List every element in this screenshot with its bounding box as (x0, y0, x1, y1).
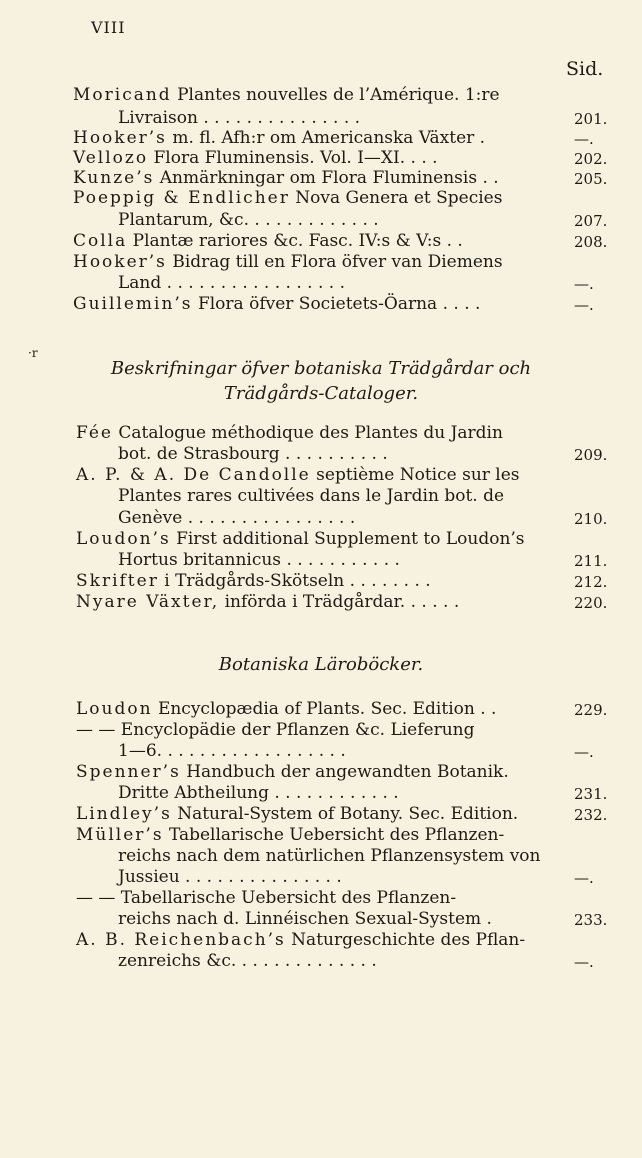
entry-page: —. (574, 296, 594, 314)
entry-line: Jussieu . . . . . . . . . . . . . . . (118, 867, 342, 887)
entry-line: Colla Plantæ rariores &c. Fasc. IV:s & V:s . . (73, 231, 463, 251)
entry-line: zenreichs &c. . . . . . . . . . . . . . (118, 951, 377, 971)
entry-line: Plantes rares cultivées dans le Jardin bot. de (118, 486, 505, 506)
margin-mark: ·r (28, 346, 38, 360)
entry-line: A. B. Reichenbach’s Naturgeschichte des Pflan- (76, 930, 526, 950)
entry-line: Fée Catalogue méthodique des Plantes du Jardin (76, 423, 503, 443)
entry-page: 211. (574, 552, 608, 570)
section-heading: Trädgårds-Cataloger. (223, 383, 419, 404)
page-number: VIII (91, 18, 126, 37)
entry-line: A. P. & A. De Candolle septième Notice sur les (76, 465, 520, 485)
entry-page: 201. (574, 110, 608, 128)
entry-line: Nyare Växter, införda i Trädgårdar. . . . . . (76, 592, 460, 612)
entry-line: Hooker’s m. fl. Afh:r om Americanska Växter . (73, 128, 486, 148)
entry-line: bot. de Strasbourg . . . . . . . . . . (118, 444, 388, 464)
entry-page: 231. (574, 785, 608, 803)
entry-page: 220. (574, 594, 608, 612)
entry-page: —. (574, 275, 594, 293)
entry-line: Vellozo Flora Fluminensis. Vol. I—XI. . . . (73, 148, 438, 168)
entry-line: Loudon Encyclopædia of Plants. Sec. Edition . . (76, 699, 497, 719)
entry-line: Kunze’s Anmärkningar om Flora Fluminensis . . (73, 168, 499, 188)
entry-page: —. (574, 130, 594, 148)
entry-line: — — Encyclopädie der Pflanzen &c. Lieferung (76, 720, 475, 740)
entry-line: Livraison . . . . . . . . . . . . . . . (118, 108, 361, 128)
entry-line: Hooker’s Bidrag till en Flora öfver van Diemens (73, 252, 503, 272)
section-heading: Botaniska Läroböcker. (218, 654, 424, 675)
entry-page: 207. (574, 212, 608, 230)
entry-page: 229. (574, 701, 608, 719)
entry-line: Poeppig & Endlicher Nova Genera et Species (73, 188, 503, 208)
entry-line: Müller’s Tabellarische Uebersicht des Pflanzen- (76, 825, 505, 845)
entry-line: reichs nach d. Linnéischen Sexual-System . (118, 909, 492, 929)
section-heading: Beskrifningar öfver botaniska Trädgårdar och (110, 358, 532, 379)
entry-line: Hortus britannicus . . . . . . . . . . . (118, 550, 400, 570)
entry-line: Spenner’s Handbuch der angewandten Botanik. (76, 762, 509, 782)
entry-line: Loudon’s First additional Supplement to Loudon’s (76, 529, 525, 549)
entry-line: Genève . . . . . . . . . . . . . . . . (118, 508, 356, 528)
entry-line: Guillemin’s Flora öfver Societets-Öarna . . . . (73, 294, 481, 314)
entry-page: 233. (574, 911, 608, 929)
entry-page: —. (574, 869, 594, 887)
entry-line: Skrifter i Trädgårds-Skötseln . . . . . . . . (76, 571, 431, 591)
entry-page: 205. (574, 170, 608, 188)
entry-page: 210. (574, 510, 608, 528)
entry-line: 1—6. . . . . . . . . . . . . . . . . . (118, 741, 346, 761)
entry-page: 202. (574, 150, 608, 168)
column-header: Sid. (566, 58, 604, 80)
entry-page: 209. (574, 446, 608, 464)
entry-line: Lindley’s Natural-System of Botany. Sec. Edition. (76, 804, 519, 824)
entry-line: — — Tabellarische Uebersicht des Pflanzen- (76, 888, 457, 908)
entry-line: Dritte Abtheilung . . . . . . . . . . . . (118, 783, 399, 803)
entry-page: 208. (574, 233, 608, 251)
entry-line: reichs nach dem natürlichen Pflanzensystem von (118, 846, 541, 866)
entry-page: 232. (574, 806, 608, 824)
entry-line: Plantarum, &c. . . . . . . . . . . . . (118, 210, 379, 230)
entry-line: Moricand Plantes nouvelles de l’Amérique. 1:re (73, 85, 500, 105)
entry-line: Land . . . . . . . . . . . . . . . . . (118, 273, 345, 293)
entry-page: —. (574, 953, 594, 971)
entry-page: —. (574, 743, 594, 761)
entry-page: 212. (574, 573, 608, 591)
